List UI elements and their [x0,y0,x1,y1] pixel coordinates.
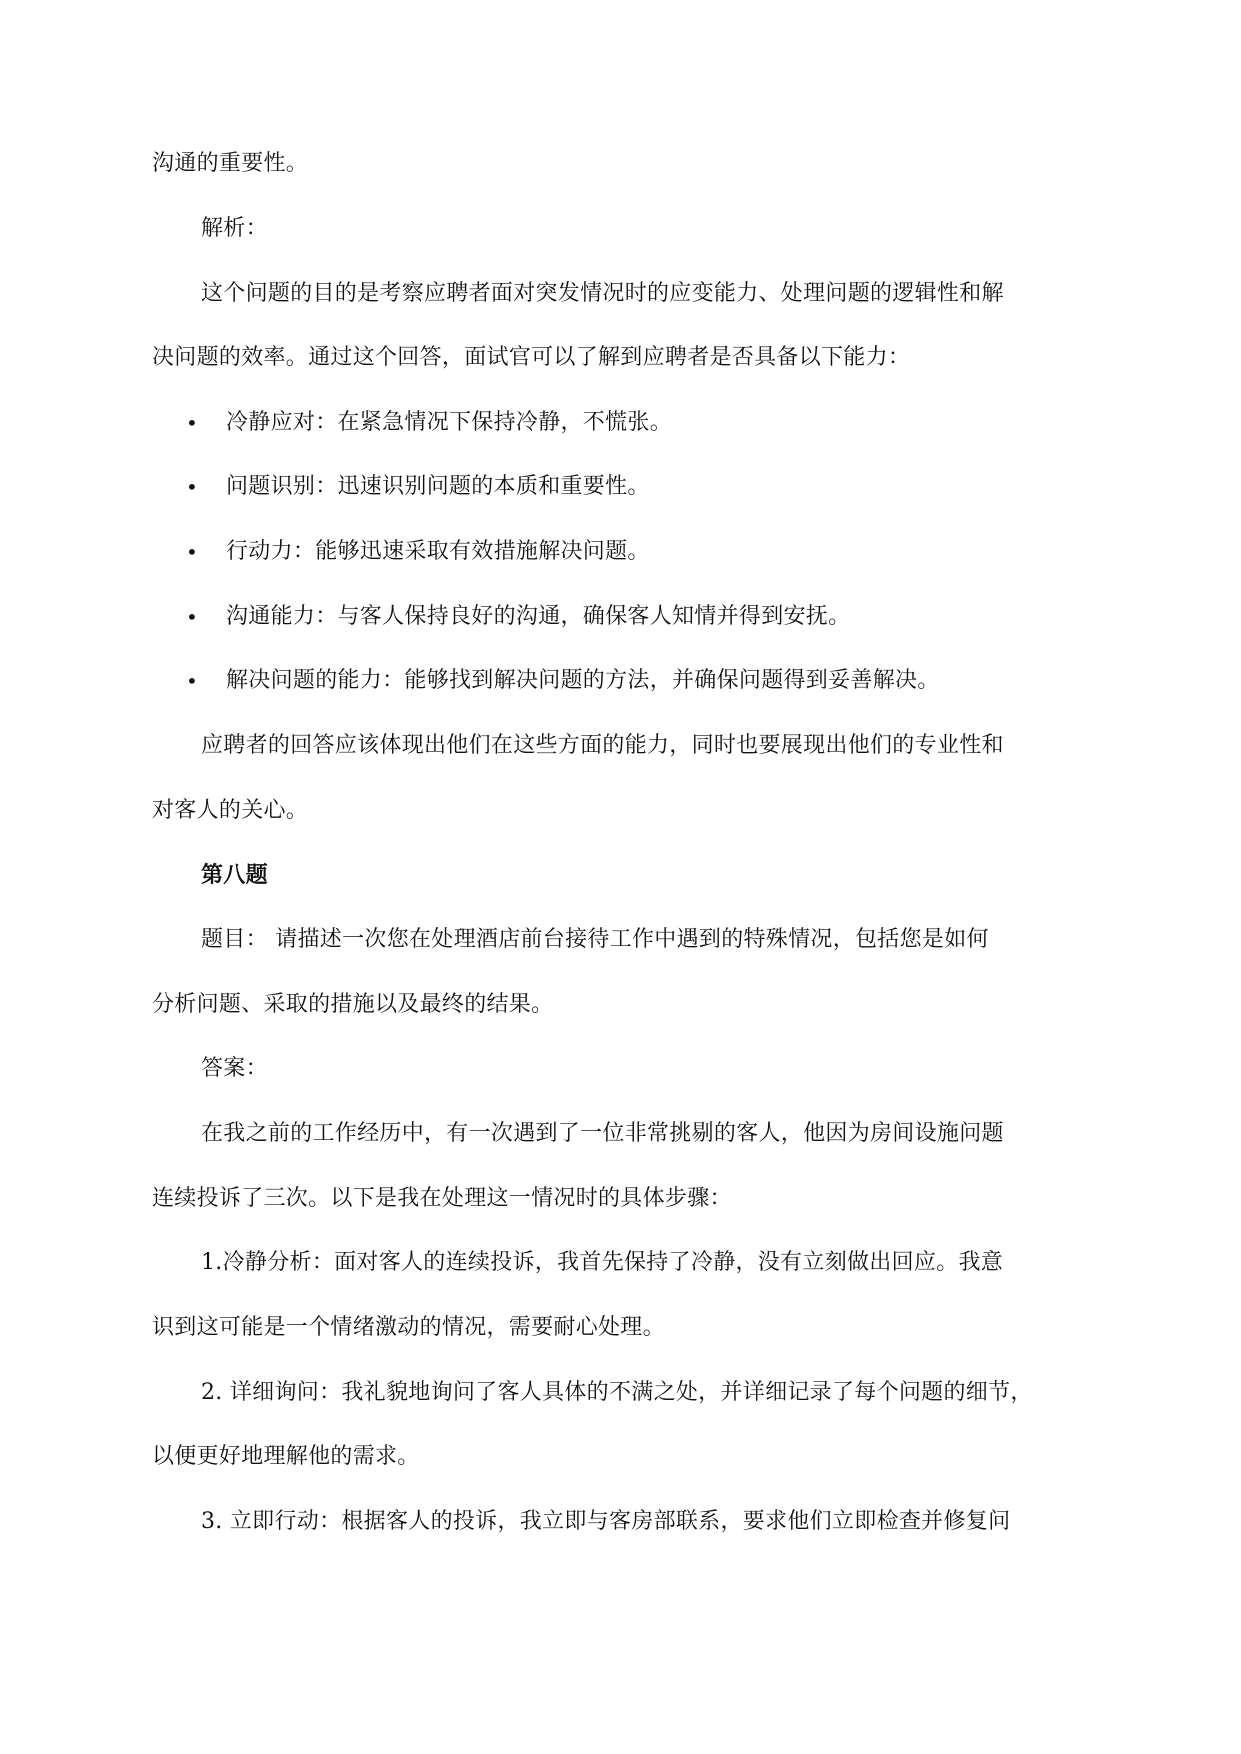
step-1-line-2: 识到这可能是一个情绪激动的情况，需要耐心处理。 [152,1315,665,1340]
answer-label: 答案： [201,1056,268,1081]
list-item-text: 解决问题的能力：能够找到解决问题的方法，并确保问题得到妥善解决。 [226,668,940,693]
step-2-line-1: 2. 详细询问：我礼貌地询问了客人具体的不满之处，并详细记录了每个问题的细节， [201,1380,1033,1405]
step-3-line-1: 3. 立即行动：根据客人的投诉，我立即与客房部联系，要求他们立即检查并修复问 [201,1509,1011,1534]
intro-tail-line: 沟通的重要性。 [152,151,309,176]
section-heading: 第八题 [201,862,268,888]
bullet-icon: • [186,540,198,564]
question-line-1: 题目： 请描述一次您在处理酒店前台接待工作中遇到的特殊情况，包括您是如何 [201,927,989,952]
bullet-icon: • [186,605,198,629]
analysis-paragraph-line-1: 这个问题的目的是考察应聘者面对突发情况时的应变能力、处理问题的逻辑性和解 [201,281,1004,306]
list-item-text: 问题识别：迅速识别问题的本质和重要性。 [226,474,650,499]
question-line-2: 分析问题、采取的措施以及最终的结果。 [152,992,554,1017]
bullet-icon: • [186,475,198,499]
bullet-icon: • [186,411,198,435]
answer-paragraph-line-2: 连续投诉了三次。以下是我在处理这一情况时的具体步骤： [152,1186,732,1211]
analysis-summary-line-1: 应聘者的回答应该体现出他们在这些方面的能力，同时也要展现出他们的专业性和 [201,733,1004,758]
list-item-text: 冷静应对：在紧急情况下保持冷静，不慌张。 [226,410,673,435]
analysis-summary-line-2: 对客人的关心。 [152,798,309,823]
list-item-text: 沟通能力：与客人保持良好的沟通，确保客人知情并得到安抚。 [226,604,851,629]
list-item-text: 行动力：能够迅速采取有效措施解决问题。 [226,539,650,564]
analysis-label: 解析： [201,216,268,241]
bullet-icon: • [186,669,198,693]
step-2-line-2: 以便更好地理解他的需求。 [152,1444,420,1469]
step-1-line-1: 1.冷静分析：面对客人的连续投诉，我首先保持了冷静，没有立刻做出回应。我意 [201,1250,1004,1275]
answer-paragraph-line-1: 在我之前的工作经历中，有一次遇到了一位非常挑剔的客人，他因为房间设施问题 [201,1121,1004,1146]
analysis-paragraph-line-2: 决问题的效率。通过这个回答，面试官可以了解到应聘者是否具备以下能力： [152,345,911,370]
